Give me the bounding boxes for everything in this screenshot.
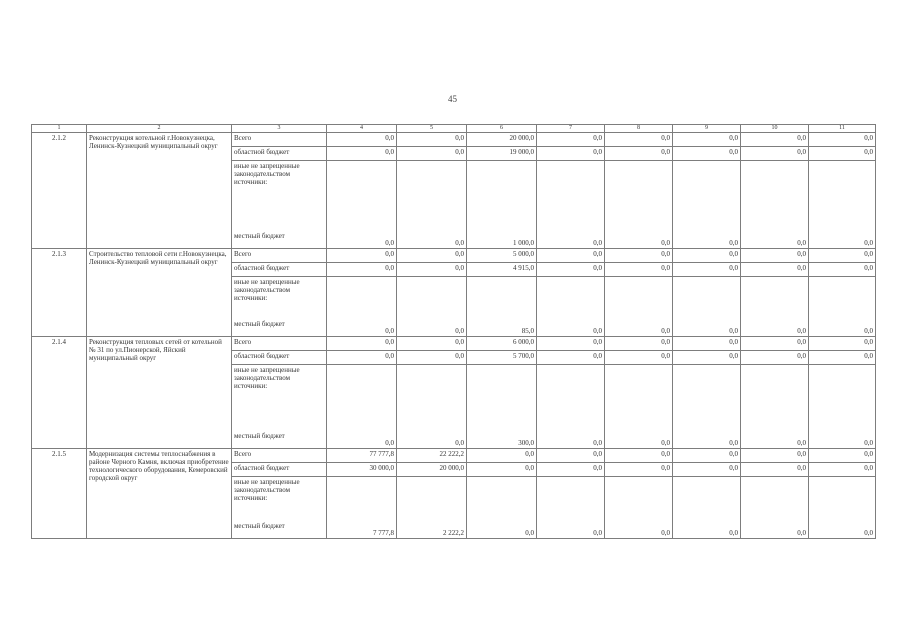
column-number: 7 xyxy=(537,125,605,133)
amount-cell: 0,0 xyxy=(673,249,741,263)
amount-cell: 0,0 xyxy=(537,147,605,161)
project-code: 2.1.4 xyxy=(32,337,87,449)
amount-cell: 0,0 xyxy=(741,147,809,161)
amount-cell: 85,0 xyxy=(467,277,537,337)
amount-cell: 0,0 xyxy=(741,133,809,147)
funding-source-note: иные не запрещенные законодательством источники: xyxy=(234,278,300,302)
funding-source: областной бюджет xyxy=(232,263,327,277)
amount-cell: 0,0 xyxy=(605,277,673,337)
amount-cell: 0,0 xyxy=(673,477,741,539)
amount-cell: 0,0 xyxy=(537,477,605,539)
amount-cell: 0,0 xyxy=(741,449,809,463)
amount-cell: 0,0 xyxy=(605,133,673,147)
table-row xyxy=(32,133,876,147)
funding-source: областной бюджет xyxy=(232,351,327,365)
funding-table xyxy=(31,124,876,539)
amount-cell: 0,0 xyxy=(673,351,741,365)
amount-cell: 0,0 xyxy=(673,463,741,477)
amount-cell: 0,0 xyxy=(467,463,537,477)
funding-source: областной бюджет xyxy=(232,463,327,477)
amount-cell: 0,0 xyxy=(673,161,741,249)
amount-cell: 30 000,0 xyxy=(327,463,397,477)
amount-cell: 5 700,0 xyxy=(467,351,537,365)
amount-cell: 22 222,2 xyxy=(397,449,467,463)
amount-cell: 0,0 xyxy=(809,351,876,365)
amount-cell: 0,0 xyxy=(327,161,397,249)
amount-cell: 0,0 xyxy=(327,249,397,263)
funding-source: Всего xyxy=(232,133,327,147)
amount-cell: 0,0 xyxy=(467,449,537,463)
column-number: 8 xyxy=(605,125,673,133)
amount-cell: 0,0 xyxy=(673,365,741,449)
amount-cell: 0,0 xyxy=(741,249,809,263)
funding-source-note: иные не запрещенные законодательством источники: xyxy=(234,478,300,502)
amount-cell: 0,0 xyxy=(397,337,467,351)
funding-source-local: местный бюджет xyxy=(234,522,285,530)
amount-cell: 0,0 xyxy=(605,477,673,539)
amount-cell: 0,0 xyxy=(537,337,605,351)
column-number: 9 xyxy=(673,125,741,133)
amount-cell: 0,0 xyxy=(537,133,605,147)
amount-cell: 0,0 xyxy=(673,133,741,147)
amount-cell: 0,0 xyxy=(537,249,605,263)
amount-cell: 0,0 xyxy=(397,351,467,365)
funding-source-local: местный бюджет xyxy=(234,432,285,440)
amount-cell: 0,0 xyxy=(809,337,876,351)
amount-cell: 0,0 xyxy=(809,365,876,449)
amount-cell: 0,0 xyxy=(397,263,467,277)
amount-cell: 0,0 xyxy=(809,463,876,477)
project-code: 2.1.2 xyxy=(32,133,87,249)
funding-source: областной бюджет xyxy=(232,147,327,161)
amount-cell: 6 000,0 xyxy=(467,337,537,351)
amount-cell: 300,0 xyxy=(467,365,537,449)
amount-cell: 0,0 xyxy=(397,147,467,161)
amount-cell: 7 777,8 xyxy=(327,477,397,539)
project-name: Реконструкция тепловых сетей от котельной № 31 по ул.Пионерской, Яйский муниципальный округ xyxy=(87,337,232,449)
amount-cell: 0,0 xyxy=(467,477,537,539)
amount-cell: 0,0 xyxy=(809,161,876,249)
funding-source xyxy=(232,277,327,337)
amount-cell: 0,0 xyxy=(741,477,809,539)
amount-cell: 0,0 xyxy=(397,133,467,147)
amount-cell: 19 000,0 xyxy=(467,147,537,161)
amount-cell: 0,0 xyxy=(673,337,741,351)
amount-cell: 0,0 xyxy=(537,365,605,449)
project-name: Модернизация системы теплоснабжения в районе Черного Камня, включая приобретение технологического оборудования, Кемеровский городской округ xyxy=(87,449,232,539)
project-code: 2.1.5 xyxy=(32,449,87,539)
amount-cell: 0,0 xyxy=(537,463,605,477)
funding-source xyxy=(232,477,327,539)
amount-cell: 0,0 xyxy=(327,263,397,277)
amount-cell: 1 000,0 xyxy=(467,161,537,249)
funding-source-local: местный бюджет xyxy=(234,232,285,240)
amount-cell: 0,0 xyxy=(605,365,673,449)
amount-cell: 20 000,0 xyxy=(467,133,537,147)
column-number: 4 xyxy=(327,125,397,133)
amount-cell: 0,0 xyxy=(741,263,809,277)
amount-cell: 0,0 xyxy=(605,249,673,263)
table-body xyxy=(32,133,876,539)
column-number: 11 xyxy=(809,125,876,133)
amount-cell: 0,0 xyxy=(327,365,397,449)
project-name: Реконструкция котельной г.Новокузнецка, Ленинск-Кузнецкий муниципальный округ xyxy=(87,133,232,249)
funding-source-note: иные не запрещенные законодательством источники: xyxy=(234,162,300,186)
amount-cell: 0,0 xyxy=(809,147,876,161)
amount-cell: 0,0 xyxy=(537,277,605,337)
amount-cell: 0,0 xyxy=(809,477,876,539)
table-row xyxy=(32,337,876,351)
amount-cell: 0,0 xyxy=(741,351,809,365)
amount-cell: 0,0 xyxy=(537,263,605,277)
funding-source: Всего xyxy=(232,249,327,263)
table-row xyxy=(32,249,876,263)
amount-cell: 0,0 xyxy=(673,449,741,463)
amount-cell: 0,0 xyxy=(397,249,467,263)
amount-cell: 0,0 xyxy=(327,277,397,337)
column-number: 1 xyxy=(32,125,87,133)
amount-cell: 0,0 xyxy=(605,161,673,249)
funding-source-note: иные не запрещенные законодательством источники: xyxy=(234,366,300,390)
amount-cell: 0,0 xyxy=(809,277,876,337)
funding-source xyxy=(232,161,327,249)
column-number: 2 xyxy=(87,125,232,133)
amount-cell: 0,0 xyxy=(537,449,605,463)
column-number-row xyxy=(32,125,876,133)
amount-cell: 0,0 xyxy=(673,277,741,337)
amount-cell: 0,0 xyxy=(605,463,673,477)
funding-source-local: местный бюджет xyxy=(234,320,285,328)
amount-cell: 0,0 xyxy=(397,161,467,249)
amount-cell: 0,0 xyxy=(327,147,397,161)
page-number: 45 xyxy=(448,94,457,104)
amount-cell: 0,0 xyxy=(809,449,876,463)
amount-cell: 0,0 xyxy=(741,161,809,249)
amount-cell: 0,0 xyxy=(605,351,673,365)
amount-cell: 0,0 xyxy=(809,133,876,147)
funding-source: Всего xyxy=(232,337,327,351)
amount-cell: 2 222,2 xyxy=(397,477,467,539)
table-row xyxy=(32,449,876,463)
column-number: 6 xyxy=(467,125,537,133)
column-number: 10 xyxy=(741,125,809,133)
funding-source xyxy=(232,365,327,449)
project-code: 2.1.3 xyxy=(32,249,87,337)
funding-source: Всего xyxy=(232,449,327,463)
amount-cell: 0,0 xyxy=(327,351,397,365)
amount-cell: 20 000,0 xyxy=(397,463,467,477)
column-number: 3 xyxy=(232,125,327,133)
project-name: Строительство тепловой сети г.Новокузнецка, Ленинск-Кузнецкий муниципальный округ xyxy=(87,249,232,337)
amount-cell: 5 000,0 xyxy=(467,249,537,263)
amount-cell: 0,0 xyxy=(537,161,605,249)
amount-cell: 0,0 xyxy=(605,449,673,463)
amount-cell: 0,0 xyxy=(741,365,809,449)
column-number: 5 xyxy=(397,125,467,133)
amount-cell: 0,0 xyxy=(537,351,605,365)
amount-cell: 0,0 xyxy=(809,249,876,263)
amount-cell: 0,0 xyxy=(605,337,673,351)
amount-cell: 77 777,8 xyxy=(327,449,397,463)
amount-cell: 0,0 xyxy=(327,133,397,147)
amount-cell: 4 915,0 xyxy=(467,263,537,277)
amount-cell: 0,0 xyxy=(397,277,467,337)
amount-cell: 0,0 xyxy=(397,365,467,449)
amount-cell: 0,0 xyxy=(741,337,809,351)
amount-cell: 0,0 xyxy=(673,147,741,161)
amount-cell: 0,0 xyxy=(741,463,809,477)
amount-cell: 0,0 xyxy=(809,263,876,277)
amount-cell: 0,0 xyxy=(605,263,673,277)
amount-cell: 0,0 xyxy=(605,147,673,161)
amount-cell: 0,0 xyxy=(327,337,397,351)
amount-cell: 0,0 xyxy=(741,277,809,337)
amount-cell: 0,0 xyxy=(673,263,741,277)
